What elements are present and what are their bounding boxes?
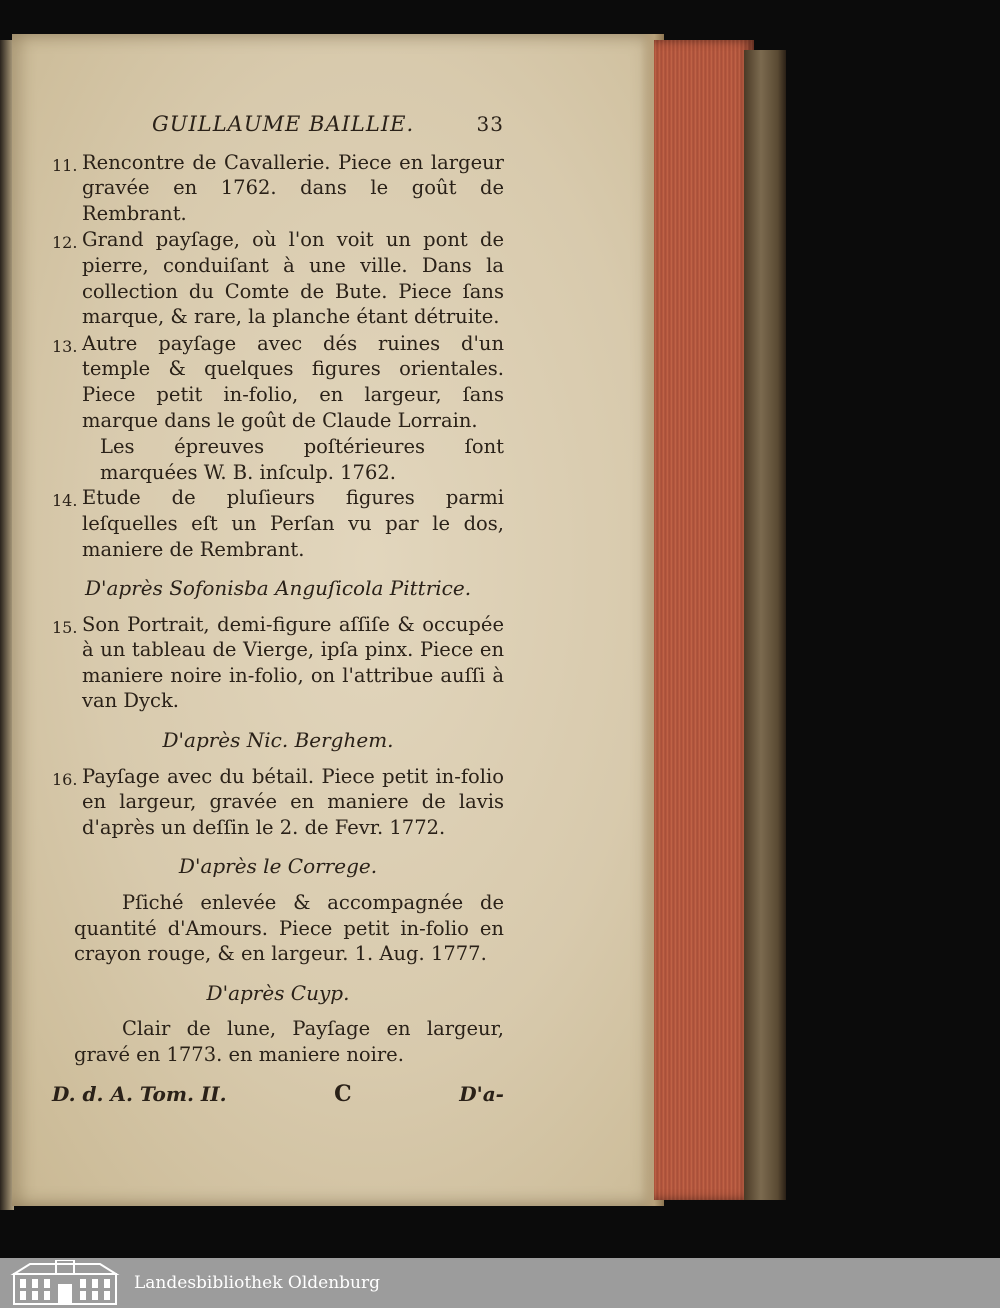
entry-number: 12.	[52, 233, 78, 253]
catalogue-entry	[52, 612, 504, 714]
entry-text: Payſage avec du bétail. Piece petit in-folio en largeur, gravée en maniere de lavis d'après un deſſin le 2. de Fevr. 1772.	[82, 764, 504, 839]
entry-text: Grand payſage, où l'on voit un pont de pierre, conduiſant à une ville. Dans la collection du Comte de Bute. Piece ſans marque, & rare, la planche étant détruite.	[82, 228, 504, 329]
entry-number: 14.	[52, 491, 78, 511]
catalogue-paragraph: Pſiché enlevée & accompagnée de quantité d'Amours. Piece petit in-folio en crayon rouge, & en largeur. 1. Aug. 1777.	[74, 891, 504, 966]
entry-text: Autre payſage avec dés ruines d'un temple & quelques figures orientales. Piece petit in-folio, en largeur, ſans marque dans le goût de Claude Lorrain.	[82, 331, 504, 432]
catalogue-paragraph: Clair de lune, Payſage en largeur, gravé en 1773. en maniere noire.	[74, 1017, 504, 1066]
page-number: 33	[476, 112, 504, 136]
signature-mark: C	[334, 1080, 352, 1107]
running-header	[152, 112, 504, 138]
library-footer-bar	[0, 1258, 1000, 1308]
catalogue-entry	[52, 485, 504, 562]
entry-note: Les épreuves poſtérieures ſont marquées W. B. inſculp. 1762.	[100, 435, 504, 484]
signature-volume: D. d. A. Tom. II.	[52, 1081, 227, 1106]
entry-text: Etude de pluſieurs figures parmi leſquelles eſt un Perſan vu par le dos, maniere de Rembrant.	[82, 486, 504, 561]
section-heading: D'après le Correge.	[178, 854, 378, 879]
page-footer	[52, 1082, 504, 1108]
library-name: Landesbibliothek Oldenburg	[134, 1273, 381, 1293]
running-head: GUILLAUME BAILLIE.	[152, 112, 415, 136]
entry-text: Rencontre de Cavallerie. Piece en largeur gravée en 1762. dans le goût de Rembrant.	[82, 150, 504, 225]
page-text	[52, 112, 504, 1107]
library-building-icon	[10, 1260, 120, 1306]
catalogue-entry	[52, 331, 504, 433]
red-page-edges	[654, 40, 754, 1200]
catalogue-entry	[52, 150, 504, 227]
catalogue-entry	[52, 764, 504, 841]
catchword: D'a-	[459, 1081, 504, 1106]
section-heading: D'après Cuyp.	[206, 980, 350, 1005]
entry-number: 16.	[52, 769, 78, 789]
entry-number: 11.	[52, 155, 78, 175]
catalogue-entry	[52, 227, 504, 329]
entry-number: 13.	[52, 336, 78, 356]
entry-text: Son Portrait, demi-figure aſſiſe & occupée à un tableau de Vierge, ipſa pinx. Piece en maniere noire in-folio, on l'attribue auſſi à van Dyck.	[82, 612, 504, 713]
section-heading: D'après Nic. Berghem.	[162, 728, 394, 753]
book-cover-edge	[744, 50, 786, 1200]
section-heading: D'après Sofonisba Anguſicola Pittrice.	[84, 576, 472, 601]
entry-number: 15.	[52, 617, 78, 637]
